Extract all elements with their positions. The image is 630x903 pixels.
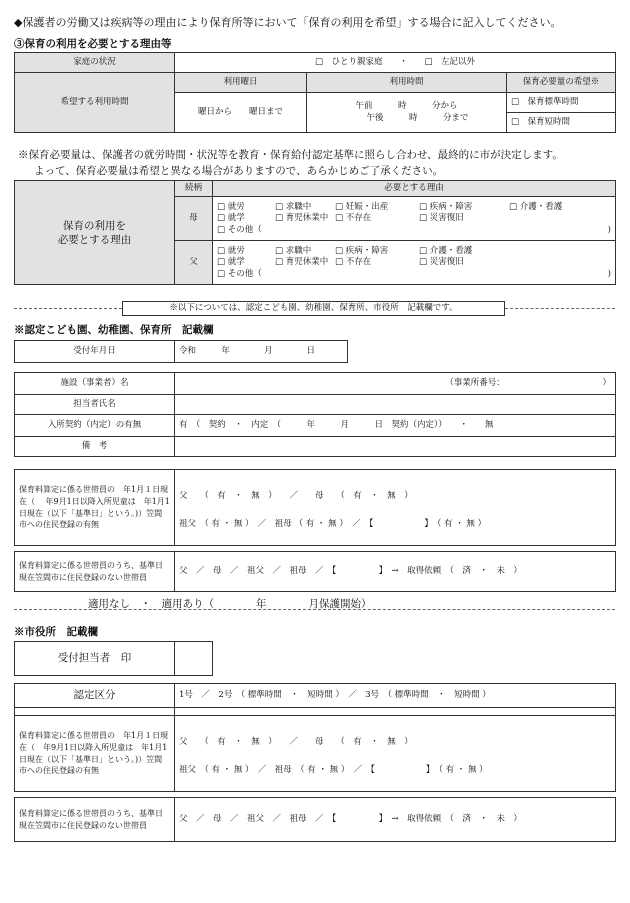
contract-label: 入所契約（内定）の有無 <box>15 415 175 437</box>
household-b-field[interactable]: 父 ／ 母 ／ 祖父 ／ 祖母 ／ 【 】 → 取得依頼 （ 済 ・ 未 ） <box>175 552 616 592</box>
mother-study-checkbox[interactable]: □ 就学 <box>217 213 269 224</box>
father-reasons: □ 就労 □ 求職中 □ 疾病・障害 □ 介護・看護 □ 就学 □ 育児休業中 □ 不存在 □ 災害復旧 □ その他（ ) <box>213 241 616 285</box>
household-b-table <box>14 551 616 592</box>
city-household-b-label: 保育料算定に係る世帯員のうち、基準日現在笠間市に住民登録のない世帯員 <box>15 798 175 842</box>
contract-field[interactable]: 有 （ 契約 ・ 内定 （ 年 月 日 契約（内定）） ・ 無 <box>175 415 616 437</box>
family-label: 家庭の状況 <box>15 53 175 73</box>
received-date-field[interactable]: 令和 年 月 日 <box>175 341 348 363</box>
note-1: ※保育必要量は、保護者の就労時間・状況等を教育・保育給付認定基準に照らし合わせ、最終的に市が決定します。 <box>18 149 563 161</box>
city-staff-label: 受付担当者 印 <box>15 642 175 676</box>
standard-hours-checkbox[interactable]: □ 保育標準時間 <box>507 93 616 113</box>
city-household-b-field[interactable]: 父 ／ 母 ／ 祖父 ／ 祖母 ／ 【 】 → 取得依頼 （ 済 ・ 未 ） <box>175 798 616 842</box>
received-label: 受付年月日 <box>15 341 175 363</box>
city-household-b-table <box>14 797 616 842</box>
col-need: 保育必要量の希望※ <box>507 73 616 93</box>
mother-label: 母 <box>175 197 213 241</box>
household-a-table <box>14 469 616 546</box>
father-illness-checkbox[interactable]: □ 疾病・障害 <box>335 246 413 257</box>
father-work-checkbox[interactable]: □ 就労 <box>217 246 269 257</box>
time-field[interactable]: 午前 時 分から 午後 時 分まで <box>307 93 507 133</box>
mother-reasons: □ 就労 □ 求職中 □ 妊娠・出産 □ 疾病・障害 □ 介護・看護 □ 就学 □ 育児休業中 □ 不存在 □ 災害復旧 □ その他（ ) <box>213 197 616 241</box>
mother-work-checkbox[interactable]: □ 就労 <box>217 202 269 213</box>
divider-note: ※以下については、認定こども園、幼稚園、保育所、市役所 記載欄です。 <box>122 301 505 316</box>
father-care-checkbox[interactable]: □ 介護・看護 <box>419 246 503 257</box>
family-options: □ ひとり親家庭 ・ □ 左記以外 <box>175 53 616 73</box>
col-reason: 必要とする理由 <box>213 181 616 197</box>
section-divider <box>14 609 615 610</box>
day-field[interactable]: 曜日から 曜日まで <box>175 93 307 133</box>
certification-table <box>14 683 616 792</box>
single-parent-checkbox[interactable]: □ ひとり親家庭 <box>315 56 383 67</box>
mother-other-checkbox[interactable]: □ その他（ <box>217 225 262 236</box>
father-other-checkbox[interactable]: □ その他（ <box>217 269 262 280</box>
father-study-checkbox[interactable]: □ 就学 <box>217 257 269 268</box>
facility-table <box>14 372 616 457</box>
city-household-a-label: 保育料算定に係る世帯員の 年1月１日現在（ 年9月1日以降入所児童は 年1月1日現在（以下「基準日」という。)）笠間市への住民登録の有無 <box>15 716 175 792</box>
mother-jobseek-checkbox[interactable]: □ 求職中 <box>275 202 329 213</box>
mother-illness-checkbox[interactable]: □ 疾病・障害 <box>419 202 503 213</box>
other-family-checkbox[interactable]: □ 左記以外 <box>424 56 476 67</box>
apply-line[interactable]: 適用なし ・ 適用あり（ 年 月保護開始） <box>88 598 372 610</box>
father-absent-checkbox[interactable]: □ 不存在 <box>335 257 413 268</box>
facility-section-title: ※認定こども園、幼稚園、保育所 記載欄 <box>14 324 214 336</box>
city-staff-seal-field[interactable] <box>175 642 213 676</box>
mother-pregnancy-checkbox[interactable]: □ 妊娠・出産 <box>335 202 413 213</box>
certification-field[interactable]: 1号 ／ 2号 （ 標準時間 ・ 短時間 ） ／ 3号 （ 標準時間 ・ 短時間 ） <box>175 684 616 708</box>
reasons-table <box>14 180 616 285</box>
section-3-title: ③保育の利用を必要とする理由等 <box>14 38 172 50</box>
certification-label: 認定区分 <box>15 684 175 708</box>
household-a-field[interactable]: 父 （ 有 ・ 無 ） ／ 母 （ 有 ・ 無 ） 祖父 （ 有 ・ 無 ） ／ 祖母 （ 有 ・ 無 ） ／ 【 】 （ 有 ・ 無 ） <box>175 470 616 546</box>
father-label: 父 <box>175 241 213 285</box>
remarks-label: 備 考 <box>15 437 175 457</box>
remarks-field[interactable] <box>175 437 616 457</box>
divider-right <box>505 308 615 309</box>
facility-name-label: 施設（事業者）名 <box>15 373 175 395</box>
city-section-title: ※市役所 記載欄 <box>14 626 98 638</box>
father-leave-checkbox[interactable]: □ 育児休業中 <box>275 257 329 268</box>
mother-leave-checkbox[interactable]: □ 育児休業中 <box>275 213 329 224</box>
mother-care-checkbox[interactable]: □ 介護・看護 <box>509 202 595 213</box>
col-day: 利用曜日 <box>175 73 307 93</box>
intro-text: ◆保護者の労働又は疾病等の理由により保育所等において「保育の利用を希望」する場合に記入してください。 <box>14 16 562 29</box>
family-hours-table <box>14 52 616 133</box>
col-relation: 続柄 <box>175 181 213 197</box>
hours-label: 希望する利用時間 <box>15 73 175 133</box>
household-b-label: 保育料算定に係る世帯員のうち、基準日現在笠間市に住民登録のない世帯員 <box>15 552 175 592</box>
received-table <box>14 340 348 363</box>
city-household-a-field[interactable]: 父 （ 有 ・ 無 ） ／ 母 （ 有 ・ 無 ） 祖父 （ 有 ・ 無 ） ／ 祖母 （ 有 ・ 無 ） ／ 【 】 （ 有 ・ 無 ） <box>175 716 616 792</box>
facility-name-field[interactable]: （事業所番号： ） <box>175 373 616 395</box>
father-disaster-checkbox[interactable]: □ 災害復旧 <box>419 257 503 268</box>
note-2: よって、保育必要量は希望と異なる場合がありますので、あらかじめご了承ください。 <box>34 165 444 177</box>
staff-name-label: 担当者氏名 <box>15 395 175 415</box>
mother-absent-checkbox[interactable]: □ 不存在 <box>335 213 413 224</box>
short-hours-checkbox[interactable]: □ 保育短時間 <box>507 113 616 133</box>
col-time: 利用時間 <box>307 73 507 93</box>
staff-name-field[interactable] <box>175 395 616 415</box>
city-staff-table <box>14 641 213 676</box>
mother-disaster-checkbox[interactable]: □ 災害復旧 <box>419 213 503 224</box>
father-jobseek-checkbox[interactable]: □ 求職中 <box>275 246 329 257</box>
reasons-label: 保育の利用を 必要とする理由 <box>15 181 175 285</box>
household-a-label: 保育料算定に係る世帯員の 年1月１日現在（ 年9月1日以降入所児童は 年1月1日現在（以下「基準日」という。)）笠間市への住民登録の有無 <box>15 470 175 546</box>
divider-left <box>14 308 122 309</box>
